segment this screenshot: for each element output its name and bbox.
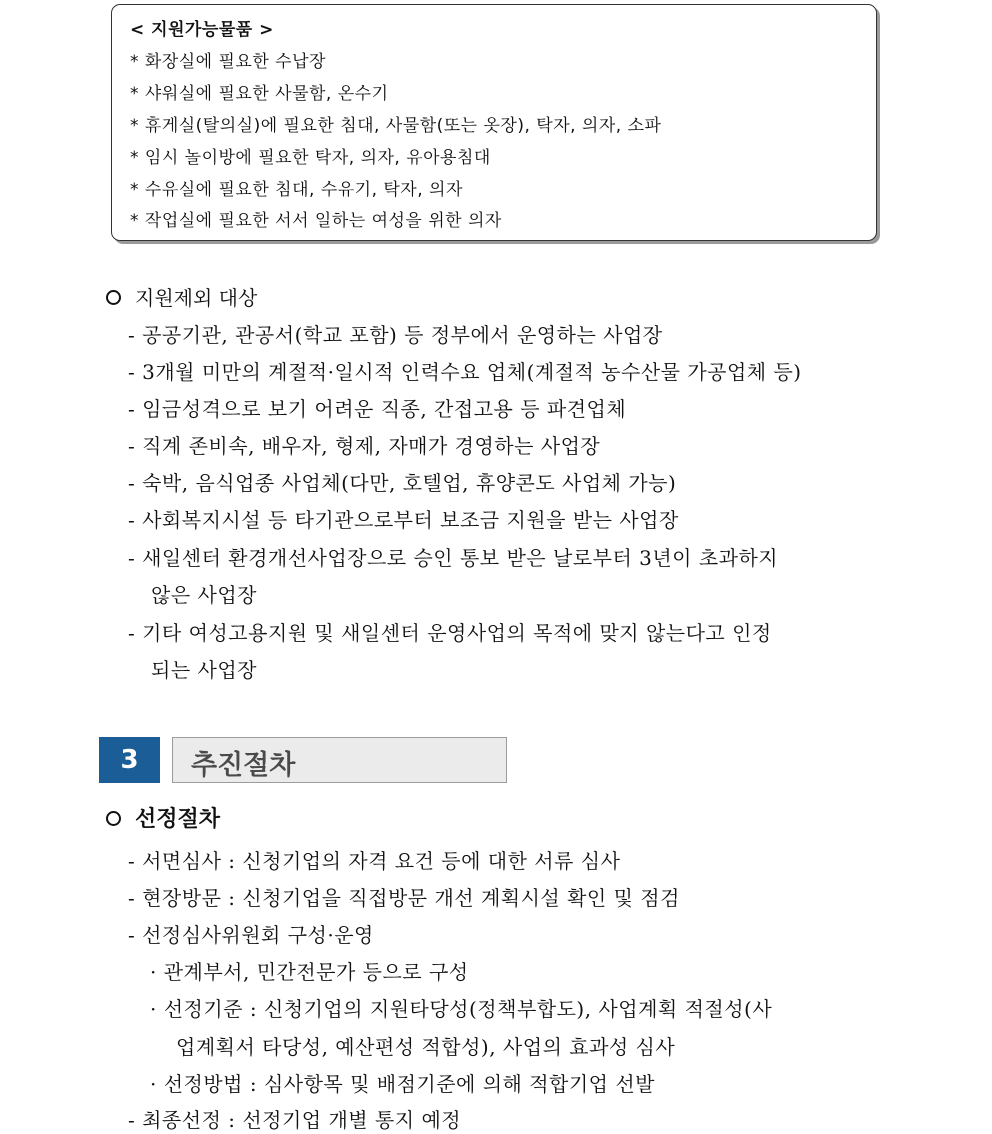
- selection-subitem: · 선정기준 : 신청기업의 지원타당성(정책부합도), 사업계획 적절성(사: [150, 997, 773, 1021]
- supported-item: * 휴게실(탈의실)에 필요한 침대, 사물함(또는 옷장), 탁자, 의자, 소파: [130, 116, 662, 136]
- supported-item: * 샤워실에 필요한 사물함, 온수기: [130, 84, 389, 104]
- selection-heading-label: 선정절차: [135, 806, 221, 832]
- exclusion-item: - 새일센터 환경개선사업장으로 승인 통보 받은 날로부터 3년이 초과하지: [128, 546, 779, 570]
- exclusion-item: - 숙박, 음식업종 사업체(다만, 호텔업, 휴양콘도 사업체 가능): [128, 471, 677, 495]
- selection-item: - 최종선정 : 선정기업 개별 통지 예정: [128, 1108, 462, 1132]
- supported-items-title: < 지원가능물품 >: [130, 20, 274, 40]
- section-title-box: [172, 737, 507, 783]
- exclusion-item: - 사회복지시설 등 타기관으로부터 보조금 지원을 받는 사업장: [128, 508, 679, 532]
- exclusions-heading-label: 지원제외 대상: [135, 286, 258, 310]
- exclusion-item: - 기타 여성고용지원 및 새일센터 운영사업의 목적에 맞지 않는다고 인정: [128, 621, 772, 645]
- supported-item: * 수유실에 필요한 침대, 수유기, 탁자, 의자: [130, 180, 463, 200]
- supported-item: * 임시 놀이방에 필요한 탁자, 의자, 유아용침대: [130, 148, 491, 168]
- selection-subitem-continued: 업계획서 타당성, 예산편성 적합성), 사업의 효과성 심사: [176, 1035, 676, 1059]
- exclusion-item-continued: 않은 사업장: [151, 583, 257, 607]
- circle-bullet-icon: [106, 290, 121, 305]
- section-title: 추진절차: [191, 750, 296, 781]
- section-number-badge: 3: [99, 737, 160, 783]
- exclusion-item: - 공공기관, 관공서(학교 포함) 등 정부에서 운영하는 사업장: [128, 323, 663, 347]
- supported-items-box: [111, 4, 877, 241]
- selection-subitem: · 관계부서, 민간전문가 등으로 구성: [150, 960, 469, 984]
- exclusion-item-continued: 되는 사업장: [151, 658, 257, 682]
- supported-item: * 화장실에 필요한 수납장: [130, 52, 326, 72]
- supported-item: * 작업실에 필요한 서서 일하는 여성을 위한 의자: [130, 211, 502, 231]
- exclusion-item: - 임금성격으로 보기 어려운 직종, 간접고용 등 파견업체: [128, 397, 627, 421]
- exclusion-item: - 3개월 미만의 계절적·일시적 인력수요 업체(계절적 농수산물 가공업체 등): [128, 360, 802, 384]
- exclusions-heading: [106, 285, 257, 311]
- selection-item: - 선정심사위원회 구성·운영: [128, 923, 374, 947]
- circle-bullet-icon: [106, 811, 121, 826]
- selection-item: - 서면심사 : 신청기업의 자격 요건 등에 대한 서류 심사: [128, 849, 621, 873]
- exclusion-item: - 직계 존비속, 배우자, 형제, 자매가 경영하는 사업장: [128, 434, 601, 458]
- selection-item: - 현장방문 : 신청기업을 직접방문 개선 계획시설 확인 및 점검: [128, 886, 680, 910]
- selection-heading: [106, 806, 220, 832]
- selection-subitem: · 선정방법 : 심사항목 및 배점기준에 의해 적합기업 선발: [150, 1072, 655, 1096]
